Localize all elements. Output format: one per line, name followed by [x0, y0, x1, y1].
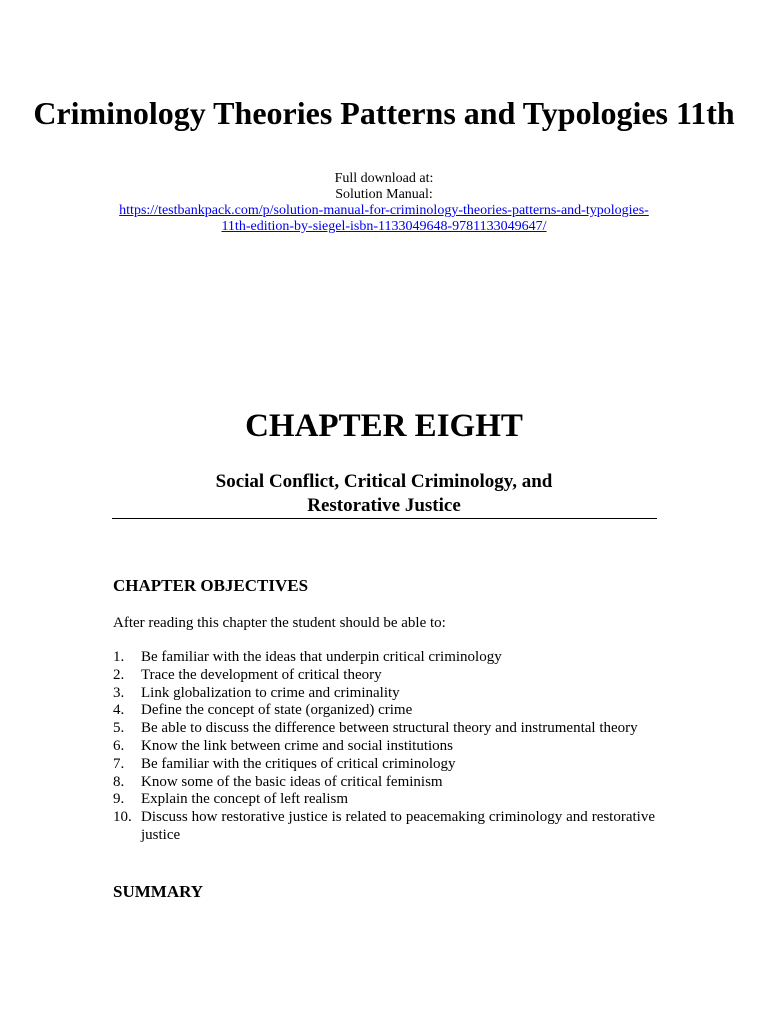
document-title-text: Criminology Theories Patterns and Typologies 11th [33, 95, 735, 131]
objective-text: Know the link between crime and social institutions [141, 737, 454, 754]
objective-number: 3. [113, 684, 125, 701]
objective-text: Be familiar with the critiques of critical criminology [141, 755, 456, 772]
download-info [0, 171, 768, 235]
objective-text: Be familiar with the ideas that underpin critical criminology [141, 649, 502, 665]
objectives-intro: After reading this chapter the student should be able to: [113, 615, 446, 631]
objective-item [113, 774, 655, 792]
objective-item [113, 720, 655, 738]
chapter-subtitle [0, 470, 768, 518]
objective-item [113, 756, 655, 774]
chapter-subtitle-line2: Restorative Justice [307, 495, 461, 516]
objective-text: Trace the development of critical theory [141, 666, 382, 683]
objective-number: 5. [113, 720, 125, 737]
objective-item [113, 738, 655, 756]
objective-number: 4. [113, 702, 125, 719]
objective-number: 8. [113, 773, 125, 790]
objectives-heading: CHAPTER OBJECTIVES [113, 576, 309, 595]
chapter-heading: CHAPTER EIGHT [245, 408, 523, 444]
objective-item [113, 685, 655, 703]
objective-text: Explain the concept of left realism [141, 791, 349, 808]
objectives-list [113, 649, 655, 845]
objective-item [113, 702, 655, 720]
download-link-line2[interactable]: 11th-edition-by-siegel-isbn-1133049648-9781133049647/ [221, 219, 547, 234]
objective-item [113, 667, 655, 685]
objective-text: Discuss how restorative justice is related to peacemaking criminology and restorative justice [141, 809, 655, 843]
objective-number: 1. [113, 649, 125, 665]
objective-text: Link globalization to crime and criminality [141, 684, 400, 701]
objective-item [113, 649, 655, 667]
objective-number: 9. [113, 791, 125, 808]
document-title [0, 92, 768, 134]
download-link[interactable] [119, 203, 649, 234]
objective-text: Be able to discuss the difference between structural theory and instrumental theory [141, 720, 638, 737]
solution-manual-label: Solution Manual: [335, 187, 433, 202]
download-label: Full download at: [334, 171, 434, 186]
objective-number: 2. [113, 666, 125, 683]
summary-heading: SUMMARY [113, 882, 204, 901]
objective-text: Know some of the basic ideas of critical feminism [141, 773, 443, 790]
download-link-line1[interactable]: https://testbankpack.com/p/solution-manual-for-criminology-theories-patterns-and-typologies- [119, 203, 649, 218]
objective-item [113, 791, 655, 809]
horizontal-divider [112, 518, 657, 519]
chapter-subtitle-line1: Social Conflict, Critical Criminology, and [215, 471, 553, 492]
objective-number: 6. [113, 737, 125, 754]
objective-number: 7. [113, 755, 125, 772]
objective-text: Define the concept of state (organized) crime [141, 702, 413, 719]
objective-number: 10. [113, 809, 132, 826]
objective-item [113, 809, 655, 845]
